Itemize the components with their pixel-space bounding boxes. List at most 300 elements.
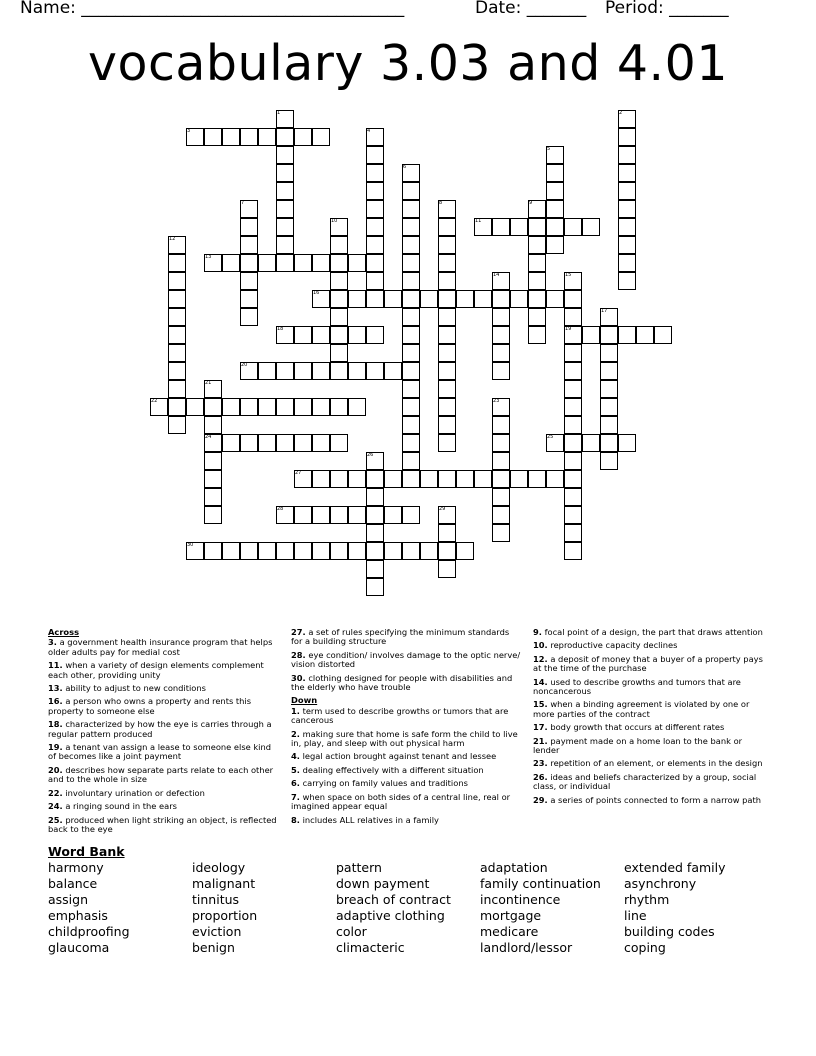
crossword-cell[interactable] — [348, 542, 366, 560]
crossword-cell[interactable] — [240, 290, 258, 308]
clue-item — [48, 697, 280, 716]
crossword-cell[interactable] — [402, 272, 420, 290]
crossword-cell[interactable] — [402, 452, 420, 470]
clue-text: produced when light striking an object, is reflected back to the eye — [48, 814, 277, 834]
crossword-cell[interactable] — [438, 434, 456, 452]
crossword-cell[interactable] — [492, 506, 510, 524]
crossword-cell[interactable] — [402, 290, 420, 308]
word-bank-entry: mortgage — [480, 908, 542, 923]
crossword-cell[interactable] — [438, 236, 456, 254]
clue-item — [533, 737, 765, 756]
crossword-cell[interactable] — [258, 542, 276, 560]
crossword-cell[interactable] — [402, 470, 420, 488]
clue-text: a tenant van assign a lease to someone else kind of becomes like a joint payment — [48, 742, 272, 762]
crossword-cell[interactable] — [564, 542, 582, 560]
crossword-cell[interactable] — [330, 344, 348, 362]
clue-item — [48, 638, 280, 657]
crossword-cell[interactable] — [618, 182, 636, 200]
crossword-cell[interactable] — [348, 326, 366, 344]
crossword-cell[interactable] — [384, 290, 402, 308]
crossword-cell[interactable] — [438, 524, 456, 542]
clue-text: repetition of an element, or elements in the design — [547, 758, 763, 769]
crossword-cell[interactable] — [564, 452, 582, 470]
clue-number: 25 — [547, 434, 554, 440]
crossword-cell[interactable] — [402, 182, 420, 200]
crossword-cell[interactable] — [366, 200, 384, 218]
crossword-cell[interactable] — [582, 218, 600, 236]
crossword-cell[interactable] — [276, 128, 294, 146]
crossword-cell[interactable] — [564, 506, 582, 524]
crossword-cell[interactable] — [546, 236, 564, 254]
clue-text: a set of rules specifying the minimum standards for a building structure — [291, 627, 510, 647]
crossword-cell[interactable] — [402, 506, 420, 524]
clue-text: carrying on family values and traditions — [299, 778, 468, 789]
clue-item — [533, 641, 765, 650]
crossword-cell[interactable] — [402, 362, 420, 380]
crossword-cell[interactable] — [492, 308, 510, 326]
crossword-cell[interactable] — [492, 470, 510, 488]
clue-number-label: 13. — [48, 683, 63, 694]
crossword-cell[interactable] — [222, 398, 240, 416]
crossword-cell[interactable] — [186, 398, 204, 416]
clue-number: 24 — [205, 434, 212, 440]
crossword-cell[interactable] — [294, 254, 312, 272]
crossword-cell[interactable] — [276, 236, 294, 254]
crossword-cell[interactable] — [564, 308, 582, 326]
word-bank-entry: malignant — [192, 876, 256, 891]
clue-item — [48, 802, 280, 811]
clue-text: focal point of a design, the part that draws attention — [541, 627, 763, 637]
crossword-cell[interactable] — [438, 380, 456, 398]
crossword-cell[interactable] — [312, 470, 330, 488]
crossword-cell[interactable] — [600, 416, 618, 434]
crossword-cell[interactable] — [312, 128, 330, 146]
crossword-cell[interactable] — [438, 398, 456, 416]
crossword-cell[interactable] — [330, 434, 348, 452]
clue-item — [533, 723, 765, 732]
crossword-cell[interactable] — [546, 164, 564, 182]
crossword-cell[interactable] — [528, 254, 546, 272]
crossword-cell[interactable] — [258, 254, 276, 272]
crossword-cell[interactable] — [366, 326, 384, 344]
clue-number: 4 — [367, 128, 371, 134]
crossword-cell[interactable] — [330, 254, 348, 272]
clue-number-label: 1. — [291, 705, 300, 716]
crossword-cell[interactable] — [402, 254, 420, 272]
crossword-cell[interactable] — [366, 254, 384, 272]
crossword-cell[interactable] — [240, 398, 258, 416]
word-bank-entry: assign — [48, 892, 89, 907]
clue-number-label: 24. — [48, 801, 63, 812]
clue-item — [291, 651, 523, 670]
period-field[interactable]: Period: _______ — [605, 0, 729, 18]
crossword-cell[interactable] — [564, 398, 582, 416]
crossword-cell[interactable] — [294, 398, 312, 416]
clue-item — [48, 684, 280, 693]
crossword-cell[interactable] — [204, 128, 222, 146]
crossword-cell[interactable] — [294, 434, 312, 452]
clue-number-label: 27. — [291, 627, 306, 637]
clue-number-label: 30. — [291, 672, 306, 683]
clue-number-label: 17. — [533, 722, 548, 733]
clue-number-label: 7. — [291, 791, 300, 802]
crossword-cell[interactable] — [384, 506, 402, 524]
crossword-cell[interactable] — [564, 290, 582, 308]
word-bank-entry: proportion — [192, 908, 258, 923]
clue-text: a deposit of money that a buyer of a property pays at the time of the purchase — [533, 653, 763, 674]
crossword-cell[interactable] — [510, 470, 528, 488]
crossword-cell[interactable] — [276, 164, 294, 182]
crossword-cell[interactable] — [330, 290, 348, 308]
crossword-cell[interactable] — [348, 398, 366, 416]
crossword-cell[interactable] — [402, 344, 420, 362]
crossword-cell[interactable] — [564, 380, 582, 398]
crossword-cell[interactable] — [312, 326, 330, 344]
crossword-cell[interactable] — [276, 434, 294, 452]
crossword-cell[interactable] — [456, 542, 474, 560]
crossword-cell[interactable] — [402, 218, 420, 236]
crossword-cell[interactable] — [294, 128, 312, 146]
crossword-cell[interactable] — [492, 452, 510, 470]
crossword-cell[interactable] — [366, 272, 384, 290]
crossword-cell[interactable] — [654, 326, 672, 344]
crossword-cell[interactable] — [492, 362, 510, 380]
crossword-cell[interactable] — [492, 290, 510, 308]
clue-number: 15 — [565, 272, 572, 278]
crossword-cell[interactable] — [168, 416, 186, 434]
crossword-cell[interactable] — [330, 308, 348, 326]
crossword-cell[interactable] — [168, 362, 186, 380]
crossword-cell[interactable] — [438, 326, 456, 344]
word-bank-entry: rhythm — [624, 892, 670, 907]
crossword-cell[interactable] — [492, 326, 510, 344]
crossword-cell[interactable] — [240, 542, 258, 560]
crossword-cell[interactable] — [420, 542, 438, 560]
crossword-cell[interactable] — [402, 200, 420, 218]
crossword-cell[interactable] — [258, 362, 276, 380]
clue-text: when space on both sides of a central line, real or imagined appear equal — [291, 791, 511, 812]
crossword-cell[interactable] — [168, 380, 186, 398]
crossword-cell[interactable] — [618, 200, 636, 218]
clue-item — [291, 793, 523, 812]
clues-column-3 — [533, 628, 765, 809]
crossword-cell[interactable] — [582, 326, 600, 344]
crossword-cell[interactable] — [564, 344, 582, 362]
crossword-cell[interactable] — [564, 218, 582, 236]
crossword-cell[interactable] — [618, 128, 636, 146]
crossword-cell[interactable] — [204, 542, 222, 560]
crossword-cell[interactable] — [312, 254, 330, 272]
crossword-cell[interactable] — [366, 488, 384, 506]
crossword-cell[interactable] — [528, 326, 546, 344]
clue-number: 1 — [277, 110, 281, 116]
crossword-cell[interactable] — [420, 290, 438, 308]
crossword-cell[interactable] — [366, 470, 384, 488]
clue-item — [291, 674, 523, 693]
crossword-cell[interactable] — [402, 416, 420, 434]
crossword-cell[interactable] — [492, 416, 510, 434]
crossword-cell[interactable] — [348, 254, 366, 272]
crossword-cell[interactable] — [492, 344, 510, 362]
clue-number-label: 8. — [291, 814, 300, 825]
crossword-cell[interactable] — [240, 308, 258, 326]
crossword-cell[interactable] — [618, 218, 636, 236]
crossword-cell[interactable] — [294, 506, 312, 524]
clue-text: involuntary urination or defection — [62, 787, 205, 798]
clue-text: ideas and beliefs characterized by a group, social class, or individual — [533, 771, 757, 792]
crossword-cell[interactable] — [366, 290, 384, 308]
crossword-cell[interactable] — [564, 434, 582, 452]
crossword-cell[interactable] — [168, 398, 186, 416]
crossword-cell[interactable] — [438, 272, 456, 290]
word-bank-entry: childproofing — [48, 924, 130, 939]
crossword-cell[interactable] — [402, 542, 420, 560]
crossword-cell[interactable] — [564, 524, 582, 542]
crossword-cell[interactable] — [294, 362, 312, 380]
crossword-cell[interactable] — [330, 362, 348, 380]
crossword-cell[interactable] — [168, 326, 186, 344]
crossword-cell[interactable] — [438, 416, 456, 434]
crossword-cell[interactable] — [330, 326, 348, 344]
crossword-cell[interactable] — [546, 470, 564, 488]
crossword-cell[interactable] — [528, 470, 546, 488]
crossword-cell[interactable] — [204, 452, 222, 470]
crossword-cell[interactable] — [330, 470, 348, 488]
crossword-cell[interactable] — [546, 218, 564, 236]
crossword-cell[interactable] — [366, 560, 384, 578]
crossword-cell[interactable] — [276, 398, 294, 416]
crossword-cell[interactable] — [204, 488, 222, 506]
crossword-cell[interactable] — [600, 398, 618, 416]
crossword-cell[interactable] — [528, 272, 546, 290]
crossword-cell[interactable] — [168, 290, 186, 308]
crossword-cell[interactable] — [276, 146, 294, 164]
crossword-cell[interactable] — [330, 236, 348, 254]
crossword-cell[interactable] — [438, 560, 456, 578]
crossword-cell[interactable] — [492, 218, 510, 236]
crossword-cell[interactable] — [240, 236, 258, 254]
crossword-cell[interactable] — [366, 164, 384, 182]
crossword-cell[interactable] — [366, 236, 384, 254]
crossword-cell[interactable] — [510, 218, 528, 236]
crossword-cell[interactable] — [222, 128, 240, 146]
crossword-cell[interactable] — [312, 434, 330, 452]
crossword-cell[interactable] — [474, 290, 492, 308]
crossword-cell[interactable] — [492, 524, 510, 542]
crossword-cell[interactable] — [222, 254, 240, 272]
clue-text: a government health insurance program that helps older adults pay for medial cost — [48, 637, 273, 657]
crossword-cell[interactable] — [168, 344, 186, 362]
clue-number: 11 — [475, 218, 482, 224]
crossword-cell[interactable] — [348, 290, 366, 308]
crossword-cell[interactable] — [312, 398, 330, 416]
crossword-cell[interactable] — [258, 434, 276, 452]
crossword-cell[interactable] — [276, 200, 294, 218]
word-bank-title: Word Bank — [48, 844, 125, 859]
crossword-cell[interactable] — [258, 128, 276, 146]
word-bank-entry: coping — [624, 940, 666, 955]
crossword-cell[interactable] — [384, 362, 402, 380]
clue-text: a person who owns a property and rents this property to someone else — [48, 696, 252, 716]
crossword-cell[interactable] — [636, 326, 654, 344]
clue-item — [291, 816, 523, 825]
clue-item — [48, 743, 280, 762]
date-field[interactable]: Date: _______ — [475, 0, 587, 18]
crossword-cell[interactable] — [348, 470, 366, 488]
crossword-cell[interactable] — [276, 542, 294, 560]
crossword-cell[interactable] — [618, 164, 636, 182]
crossword-cell[interactable] — [366, 506, 384, 524]
clue-text: body growth that occurs at different rates — [547, 722, 725, 733]
clue-number: 7 — [241, 200, 245, 206]
crossword-cell[interactable] — [366, 362, 384, 380]
crossword-cell[interactable] — [366, 146, 384, 164]
crossword-cell[interactable] — [312, 362, 330, 380]
crossword-cell[interactable] — [546, 182, 564, 200]
crossword-cell[interactable] — [420, 470, 438, 488]
crossword-cell[interactable] — [492, 434, 510, 452]
clue-number: 3 — [187, 128, 191, 134]
crossword-cell[interactable] — [294, 326, 312, 344]
crossword-cell[interactable] — [402, 326, 420, 344]
crossword-cell[interactable] — [618, 272, 636, 290]
crossword-cell[interactable] — [276, 362, 294, 380]
crossword-cell[interactable] — [546, 290, 564, 308]
crossword-cell[interactable] — [240, 218, 258, 236]
clue-number: 22 — [151, 398, 158, 404]
crossword-cell[interactable] — [438, 344, 456, 362]
clue-number-label: 21. — [533, 735, 548, 746]
crossword-cell[interactable] — [618, 254, 636, 272]
crossword-cell[interactable] — [330, 398, 348, 416]
crossword-cell[interactable] — [240, 272, 258, 290]
crossword-cell[interactable] — [222, 434, 240, 452]
crossword-cell[interactable] — [528, 308, 546, 326]
clue-number-label: 16. — [48, 696, 63, 707]
crossword-cell[interactable] — [168, 272, 186, 290]
crossword-cell[interactable] — [438, 254, 456, 272]
word-bank-entry: tinnitus — [192, 892, 240, 907]
crossword-cell[interactable] — [492, 488, 510, 506]
crossword-cell[interactable] — [258, 398, 276, 416]
crossword-cell[interactable] — [474, 470, 492, 488]
crossword-cell[interactable] — [402, 308, 420, 326]
crossword-cell[interactable] — [600, 452, 618, 470]
clue-item — [48, 789, 280, 798]
crossword-cell[interactable] — [564, 488, 582, 506]
clue-item — [533, 759, 765, 768]
clue-number-label: 19. — [48, 742, 63, 753]
crossword-cell[interactable] — [402, 398, 420, 416]
crossword-cell[interactable] — [222, 542, 240, 560]
clue-text: describes how separate parts relate to each other and to the whole in size — [48, 764, 274, 785]
crossword-cell[interactable] — [528, 290, 546, 308]
crossword-cell[interactable] — [240, 254, 258, 272]
crossword-cell[interactable] — [204, 416, 222, 434]
crossword-cell[interactable] — [366, 578, 384, 596]
crossword-cell[interactable] — [330, 506, 348, 524]
crossword-cell[interactable] — [456, 470, 474, 488]
crossword-cell[interactable] — [168, 254, 186, 272]
clue-number: 29 — [439, 506, 446, 512]
crossword-cell[interactable] — [618, 146, 636, 164]
crossword-cell[interactable] — [276, 218, 294, 236]
clue-text: used to describe growths and tumors that are noncancerous — [533, 676, 741, 697]
crossword-cell[interactable] — [528, 236, 546, 254]
crossword-cell[interactable] — [204, 470, 222, 488]
crossword-cell[interactable] — [366, 524, 384, 542]
crossword-cell[interactable] — [564, 470, 582, 488]
crossword-cell[interactable] — [600, 434, 618, 452]
crossword-cell[interactable] — [276, 182, 294, 200]
crossword-cell[interactable] — [618, 326, 636, 344]
crossword-cell[interactable] — [600, 326, 618, 344]
page-title: vocabulary 3.03 and 4.01 — [87, 35, 728, 92]
clue-text: eye condition/ involves damage to the optic nerve/ vision distorted — [291, 649, 521, 670]
crossword-cell[interactable] — [438, 362, 456, 380]
crossword-cell[interactable] — [510, 290, 528, 308]
crossword-cell[interactable] — [564, 416, 582, 434]
crossword-cell[interactable] — [402, 380, 420, 398]
crossword-cell[interactable] — [204, 398, 222, 416]
crossword-cell[interactable] — [582, 434, 600, 452]
crossword-cell[interactable] — [294, 542, 312, 560]
word-bank-entry: pattern — [336, 860, 382, 875]
crossword-cell[interactable] — [366, 182, 384, 200]
crossword-cell[interactable] — [438, 218, 456, 236]
crossword-cell[interactable] — [438, 470, 456, 488]
word-bank-entry: breach of contract — [336, 892, 451, 907]
crossword-cell[interactable] — [366, 542, 384, 560]
crossword-cell[interactable] — [528, 218, 546, 236]
crossword-cell[interactable] — [438, 290, 456, 308]
crossword-cell[interactable] — [240, 128, 258, 146]
crossword-cell[interactable] — [330, 272, 348, 290]
crossword-cell[interactable] — [384, 470, 402, 488]
crossword-cell[interactable] — [384, 542, 402, 560]
crossword-cell[interactable] — [438, 308, 456, 326]
crossword-cell[interactable] — [600, 344, 618, 362]
crossword-cell[interactable] — [276, 254, 294, 272]
crossword-cell[interactable] — [204, 506, 222, 524]
crossword-cell[interactable] — [618, 236, 636, 254]
clue-number-label: 23. — [533, 758, 548, 769]
crossword-cell[interactable] — [438, 542, 456, 560]
clue-number-label: 25. — [48, 814, 63, 825]
crossword-cell[interactable] — [402, 434, 420, 452]
name-field[interactable]: Name: ______________________________________ — [20, 0, 405, 18]
clue-number: 9 — [529, 200, 533, 206]
word-bank-entry: medicare — [480, 924, 539, 939]
crossword-cell[interactable] — [312, 506, 330, 524]
word-bank-entry: balance — [48, 876, 98, 891]
crossword-cell[interactable] — [564, 362, 582, 380]
crossword-cell[interactable] — [366, 218, 384, 236]
crossword-cell[interactable] — [348, 506, 366, 524]
crossword-cell[interactable] — [240, 434, 258, 452]
crossword-cell[interactable] — [618, 434, 636, 452]
crossword-cell[interactable] — [330, 542, 348, 560]
crossword-cell[interactable] — [402, 236, 420, 254]
crossword-cell[interactable] — [168, 308, 186, 326]
crossword-cell[interactable] — [600, 380, 618, 398]
crossword-cell[interactable] — [600, 362, 618, 380]
clue-number: 8 — [439, 200, 443, 206]
crossword-cell[interactable] — [348, 362, 366, 380]
crossword-cell[interactable] — [312, 542, 330, 560]
crossword-cell[interactable] — [546, 200, 564, 218]
crossword-cell[interactable] — [456, 290, 474, 308]
